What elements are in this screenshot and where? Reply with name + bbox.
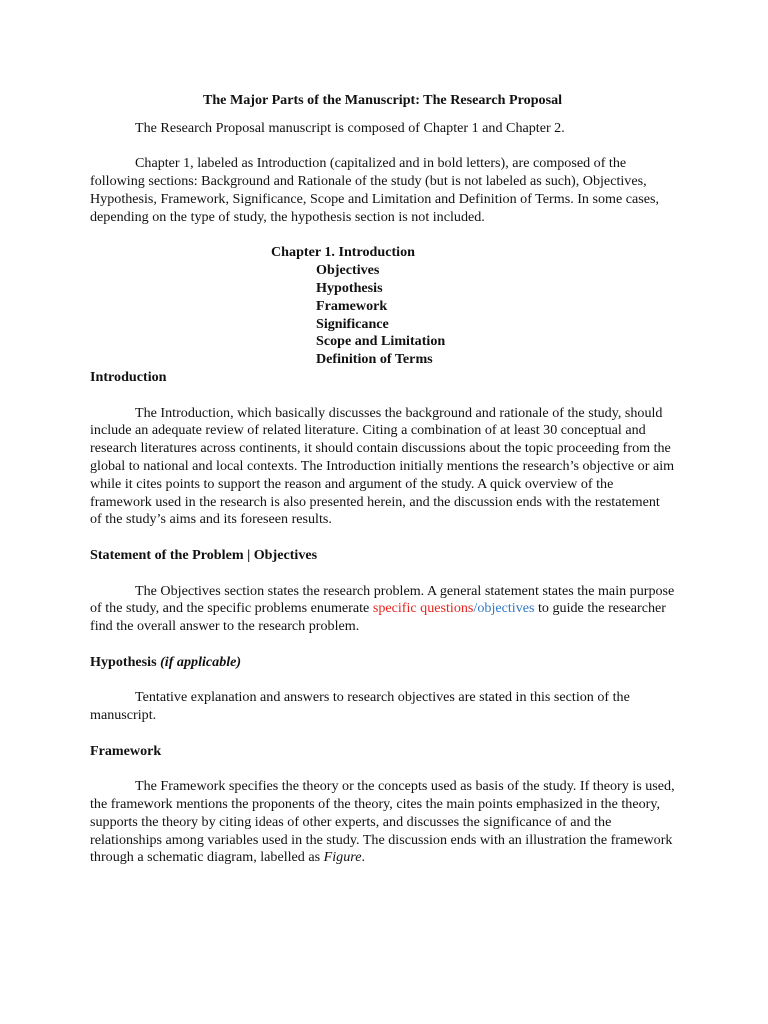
hypothesis-heading-text: Hypothesis <box>90 653 157 670</box>
outline-item-definitions: Definition of Terms <box>316 351 433 368</box>
outline-item-framework: Framework <box>316 297 388 314</box>
objectives-heading: Statement of the Problem | Objectives <box>90 546 318 563</box>
intro-paragraph: The Research Proposal manuscript is composed of Chapter 1 and Chapter 2. <box>135 119 565 136</box>
hypothesis-body: Tentative explanation and answers to research objectives are stated in this section of the manuscript. <box>90 689 630 724</box>
framework-figure-word: Figure <box>323 849 362 866</box>
framework-heading: Framework <box>90 742 162 759</box>
outline-item-significance: Significance <box>316 315 389 332</box>
document-page <box>90 92 675 867</box>
outline-heading: Chapter 1. Introduction <box>271 244 415 261</box>
objectives-body-end: to guide the researcher find the overall answer to the research problem. <box>90 600 666 635</box>
objectives-highlight: objectives <box>477 600 535 617</box>
chapter-outline <box>90 244 675 369</box>
hypothesis-heading <box>90 654 675 672</box>
hypothesis-heading-note: (if applicable) <box>160 653 242 670</box>
objectives-body-start: The Objectives section states the research problem. A general statement states the main purpose of the study, and the specific problems enumerate <box>90 582 675 617</box>
objectives-body <box>90 583 675 636</box>
chapter1-paragraph: Chapter 1, labeled as Introduction (capitalized and in bold letters), are composed of the following sections: Background and Rationale of the study (but is not labeled as such), Objectives, Hypothesis, Framework, Significance, Scope and Limitation and Definition of Terms. In some cases, depending on the type of study, the hypothesis section is not included. <box>90 155 660 225</box>
outline-item-objectives: Objectives <box>316 262 380 279</box>
outline-item-scope: Scope and Limitation <box>316 333 446 350</box>
introduction-body: The Introduction, which basically discusses the background and rationale of the study, should include an adequate review of related literature. Citing a combination of at least 30 conceptual and research literatures across continents, it should contain discussions about the topic proceeding from the global to national and local contexts. The Introduction initially mentions the research’s objective or aim while it cites points to support the reason and argument of the study. A quick overview of the framework used in the research is also presented herein, and the discussion ends with the restatement of the study’s aims and its foreseen results. <box>90 404 675 528</box>
framework-body <box>90 778 675 867</box>
introduction-heading: Introduction <box>90 368 167 385</box>
framework-body-end: . <box>361 849 366 866</box>
framework-body-start: The Framework specifies the theory or the concepts used as basis of the study. If theory is used, the framework mentions the proponents of the theory, cites the main points emphasized in the theory, supports the theory by citing ideas of other experts, and discusses the significance of and the relationships among variables used in the study. The discussion ends with an illustration the framework through a schematic diagram, labelled as <box>90 778 675 866</box>
document-title: The Major Parts of the Manuscript: The Research Proposal <box>202 92 563 108</box>
specific-questions-highlight: specific questions <box>372 600 474 617</box>
outline-item-hypothesis: Hypothesis <box>316 279 383 296</box>
slash-separator: / <box>473 600 478 617</box>
